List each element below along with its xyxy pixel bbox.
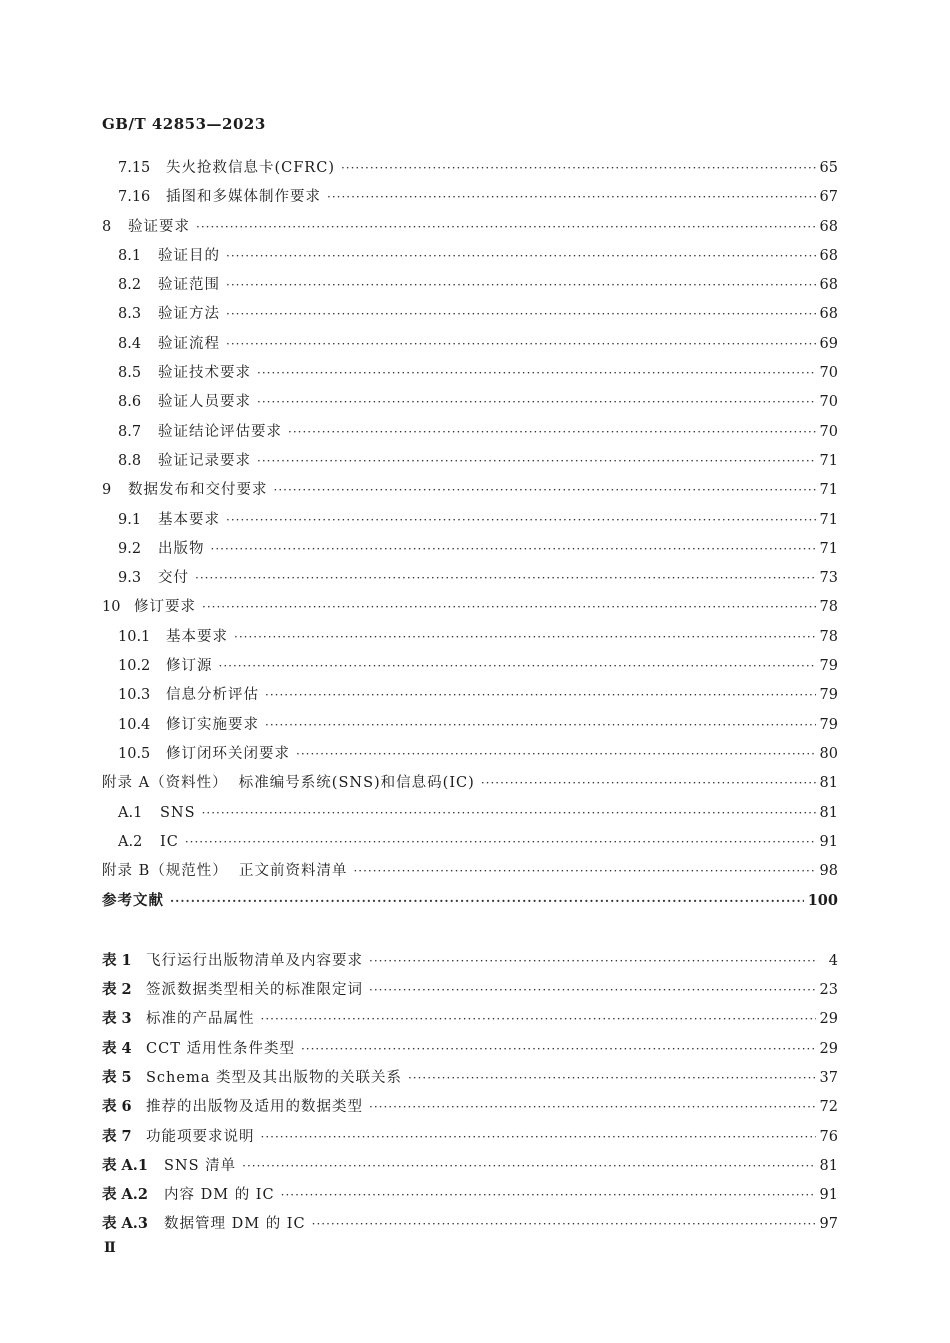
- toc-number: 10.3: [118, 687, 151, 704]
- toc-entry[interactable]: [102, 476, 838, 505]
- toc-title: 修订实施要求: [166, 716, 259, 733]
- toc-entry[interactable]: [102, 418, 838, 447]
- toc-number: 9.2: [118, 540, 142, 557]
- toc-title: 基本要求: [166, 628, 228, 645]
- leader-dots: [369, 976, 816, 1005]
- table-of-contents: [102, 154, 838, 1239]
- toc-entry[interactable]: [102, 593, 838, 622]
- toc-page: 78: [819, 628, 838, 645]
- toc-number: A.2: [118, 833, 143, 850]
- leader-dots: [408, 1064, 816, 1093]
- table-number: 表 A.1: [102, 1156, 148, 1174]
- leader-dots: [195, 564, 816, 593]
- table-number: 表 1: [102, 951, 132, 969]
- toc-entry[interactable]: [102, 213, 838, 242]
- toc-page: 79: [819, 687, 838, 704]
- leader-dots: [274, 476, 816, 505]
- toc-page: 70: [819, 365, 838, 382]
- table-title: 功能项要求说明: [146, 1128, 255, 1145]
- table-title: SNS 清单: [164, 1157, 237, 1174]
- toc-entry[interactable]: [102, 799, 838, 828]
- toc-page: 67: [819, 189, 838, 206]
- toc-title: 验证范围: [158, 277, 220, 294]
- table-number: 表 3: [102, 1010, 132, 1028]
- toc-entry[interactable]: [102, 242, 838, 271]
- table-number: 表 A.2: [102, 1186, 148, 1204]
- toc-title: 插图和多媒体制作要求: [166, 189, 321, 206]
- toc-title: SNS: [160, 804, 196, 821]
- leader-dots: [257, 447, 816, 476]
- standard-number: GB/T 42853—2023: [102, 115, 266, 133]
- table-number: 表 4: [102, 1039, 132, 1057]
- table-list-entry[interactable]: [102, 1004, 838, 1033]
- toc-page: 71: [819, 511, 838, 528]
- table-title: 推荐的出版物及适用的数据类型: [146, 1099, 363, 1116]
- table-list-entry[interactable]: [102, 1034, 838, 1063]
- leader-dots: [170, 887, 804, 916]
- table-page: 23: [819, 982, 838, 999]
- toc-title: 基本要求: [158, 511, 220, 528]
- table-title: 数据管理 DM 的 IC: [164, 1216, 306, 1233]
- toc-page: 71: [819, 482, 838, 499]
- toc-page: 70: [819, 394, 838, 411]
- leader-dots: [226, 242, 816, 271]
- leader-dots: [211, 535, 816, 564]
- leader-dots: [265, 681, 816, 710]
- toc-entry[interactable]: [102, 623, 838, 652]
- toc-page: 98: [819, 863, 838, 880]
- toc-entry-appendix-b[interactable]: [102, 857, 838, 886]
- toc-page: 71: [819, 452, 838, 469]
- toc-entry[interactable]: [102, 506, 838, 535]
- table-list-entry[interactable]: [102, 1209, 838, 1238]
- leader-dots: [301, 1035, 816, 1064]
- toc-entry[interactable]: [102, 271, 838, 300]
- toc-number: 8.6: [118, 394, 142, 411]
- toc-entry-appendix-a[interactable]: [102, 769, 838, 798]
- toc-entry[interactable]: [102, 740, 838, 769]
- toc-page: 78: [819, 599, 838, 616]
- toc-entry[interactable]: [102, 447, 838, 476]
- toc-page: 69: [819, 335, 838, 352]
- table-number: 表 7: [102, 1127, 132, 1145]
- table-list-entry[interactable]: [102, 946, 838, 975]
- toc-number: 10.4: [118, 716, 151, 733]
- toc-title: 修订闭环关闭要求: [166, 745, 290, 762]
- table-number: 表 2: [102, 981, 132, 999]
- table-list-entry[interactable]: [102, 1151, 838, 1180]
- toc-entry[interactable]: [102, 652, 838, 681]
- toc-title: 验证目的: [158, 247, 220, 264]
- toc-title: 验证记录要求: [158, 452, 251, 469]
- toc-entry[interactable]: [102, 330, 838, 359]
- toc-title: 附录 B（规范性） 正文前资料清单: [102, 863, 348, 880]
- toc-title: 验证结论评估要求: [158, 423, 282, 440]
- leader-dots: [202, 593, 816, 622]
- toc-number: 8.8: [118, 452, 142, 469]
- table-title: 内容 DM 的 IC: [164, 1187, 275, 1204]
- leader-dots: [312, 1210, 816, 1239]
- toc-page: 81: [819, 804, 838, 821]
- leader-dots: [296, 740, 816, 769]
- table-title: CCT 适用性条件类型: [146, 1040, 295, 1057]
- leader-dots: [226, 300, 816, 329]
- toc-title: 附录 A（资料性） 标准编号系统(SNS)和信息码(IC): [102, 775, 475, 792]
- toc-title: 验证技术要求: [158, 365, 251, 382]
- toc-title: IC: [160, 833, 179, 850]
- toc-number: 10: [102, 599, 121, 616]
- toc-page: 70: [819, 423, 838, 440]
- toc-number: 8.7: [118, 423, 142, 440]
- table-page: 29: [819, 1040, 838, 1057]
- toc-page: 71: [819, 540, 838, 557]
- table-page: 37: [819, 1069, 838, 1086]
- toc-entry[interactable]: [102, 154, 838, 183]
- toc-entry[interactable]: [102, 359, 838, 388]
- toc-page: 73: [819, 570, 838, 587]
- toc-title: 参考文献: [102, 892, 164, 910]
- toc-number: 7.15: [118, 160, 151, 176]
- table-title: Schema 类型及其出版物的关联关系: [146, 1069, 402, 1086]
- table-list-entry[interactable]: [102, 1180, 838, 1209]
- leader-dots: [265, 711, 816, 740]
- toc-page: 79: [819, 658, 838, 675]
- toc-number: 10.1: [118, 628, 151, 645]
- toc-page: 65: [819, 160, 838, 176]
- table-number: 表 A.3: [102, 1215, 148, 1233]
- toc-entry-references[interactable]: [102, 886, 838, 915]
- toc-entry[interactable]: [102, 300, 838, 329]
- toc-title: 验证人员要求: [158, 394, 251, 411]
- toc-number: 8: [102, 218, 112, 235]
- leader-dots: [327, 183, 816, 212]
- leader-dots: [257, 388, 816, 417]
- toc-title: 数据发布和交付要求: [128, 482, 268, 499]
- toc-entry[interactable]: [102, 535, 838, 564]
- table-page: 4: [828, 952, 838, 969]
- table-list-entry[interactable]: [102, 1063, 838, 1092]
- toc-title: 出版物: [158, 540, 205, 557]
- toc-page: 80: [819, 745, 838, 762]
- toc-title: 验证方法: [158, 306, 220, 323]
- table-list-entry[interactable]: [102, 1092, 838, 1121]
- table-title: 飞行运行出版物清单及内容要求: [146, 952, 363, 969]
- toc-page: 68: [819, 218, 838, 235]
- leader-dots: [369, 947, 818, 976]
- leader-dots: [242, 1152, 815, 1181]
- toc-title: 修订源: [166, 658, 213, 675]
- leader-dots: [226, 330, 816, 359]
- table-page: 29: [819, 1011, 838, 1028]
- toc-page: 68: [819, 306, 838, 323]
- toc-number: 8.4: [118, 335, 142, 352]
- table-number: 表 5: [102, 1068, 132, 1086]
- toc-title: 失火抢救信息卡(CFRC): [166, 160, 335, 176]
- toc-page: 68: [819, 247, 838, 264]
- toc-title: 信息分析评估: [166, 687, 259, 704]
- table-list-entry[interactable]: [102, 975, 838, 1004]
- toc-entry[interactable]: [102, 388, 838, 417]
- toc-number: A.1: [118, 804, 143, 821]
- leader-dots: [219, 652, 816, 681]
- toc-page: 68: [819, 277, 838, 294]
- leader-dots: [196, 213, 816, 242]
- toc-number: 8.3: [118, 306, 142, 323]
- page-number: Ⅱ: [104, 1240, 116, 1256]
- toc-number: 10.5: [118, 745, 151, 762]
- leader-dots: [261, 1123, 816, 1152]
- leader-dots: [281, 1181, 816, 1210]
- toc-entry[interactable]: [102, 564, 838, 593]
- table-page: 72: [819, 1099, 838, 1116]
- leader-dots: [353, 857, 815, 886]
- table-list-entry[interactable]: [102, 1122, 838, 1151]
- toc-entry[interactable]: [102, 828, 838, 857]
- toc-number: 9: [102, 482, 112, 499]
- toc-number: 8.2: [118, 277, 142, 294]
- table-title: 标准的产品属性: [146, 1011, 255, 1028]
- leader-dots: [185, 828, 816, 857]
- table-title: 签派数据类型相关的标准限定词: [146, 982, 363, 999]
- leader-dots: [288, 418, 816, 447]
- toc-number: 7.16: [118, 189, 151, 206]
- toc-page: 100: [807, 892, 838, 910]
- toc-title: 交付: [158, 570, 189, 587]
- table-page: 76: [819, 1128, 838, 1145]
- toc-page: 79: [819, 716, 838, 733]
- toc-number: 9.3: [118, 570, 142, 587]
- toc-number: 8.1: [118, 247, 142, 264]
- toc-page: 91: [819, 833, 838, 850]
- leader-dots: [257, 359, 816, 388]
- table-number: 表 6: [102, 1098, 132, 1116]
- leader-dots: [369, 1093, 816, 1122]
- leader-dots: [481, 769, 816, 798]
- table-page: 81: [819, 1157, 838, 1174]
- toc-number: 8.5: [118, 365, 142, 382]
- toc-title: 修订要求: [134, 599, 196, 616]
- leader-dots: [341, 154, 816, 183]
- leader-dots: [226, 271, 816, 300]
- table-page: 97: [819, 1216, 838, 1233]
- toc-entry[interactable]: [102, 711, 838, 740]
- toc-title: 验证流程: [158, 335, 220, 352]
- leader-dots: [234, 623, 816, 652]
- toc-page: 81: [819, 775, 838, 792]
- toc-number: 10.2: [118, 658, 151, 675]
- leader-dots: [226, 506, 816, 535]
- leader-dots: [261, 1005, 816, 1034]
- table-page: 91: [819, 1187, 838, 1204]
- toc-number: 9.1: [118, 511, 142, 528]
- toc-entry[interactable]: [102, 183, 838, 212]
- leader-dots: [202, 799, 816, 828]
- toc-entry[interactable]: [102, 681, 838, 710]
- toc-title: 验证要求: [128, 218, 190, 235]
